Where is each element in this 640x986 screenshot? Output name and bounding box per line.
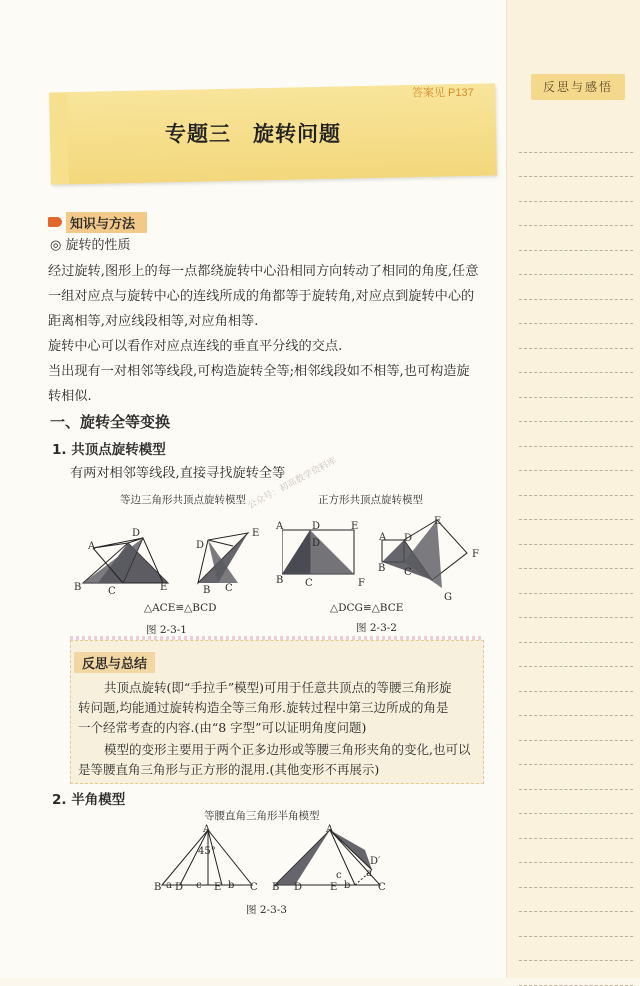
angle-label: 45° (198, 846, 216, 857)
point-label: D (294, 882, 303, 893)
note-line (519, 618, 633, 643)
point-label: D (175, 882, 184, 893)
reflection-title: 反思与总结 (74, 652, 155, 673)
note-line (519, 667, 633, 692)
segment-label: a (366, 868, 372, 879)
reflection-line: 转问题,均能通过旋转构造全等三角形.旋转过程中第三边所成的角是 (78, 700, 449, 715)
point-label: B (74, 582, 82, 593)
sidebar-title: 反思与感悟 (531, 74, 625, 100)
note-line (519, 790, 633, 815)
note-line (519, 251, 633, 276)
point-label: A (203, 824, 211, 835)
point-label: E (351, 521, 359, 532)
note-line (519, 545, 633, 570)
note-line (519, 153, 633, 178)
fig2-caption: 正方形共顶点旋转模型 (318, 494, 423, 506)
note-line (519, 275, 633, 300)
note-line (519, 643, 633, 668)
point-label: E (214, 882, 222, 893)
fig1-congruence: △ACE≌△BCD (144, 602, 217, 614)
note-line (519, 324, 633, 349)
point-label: C (108, 586, 116, 597)
reflection-line: 是等腰直角三角形与正方形的混用.(其他变形不再展示) (78, 762, 380, 777)
section-tag (48, 212, 147, 232)
point-label: G (444, 592, 452, 603)
note-line (519, 128, 633, 153)
fig1-caption: 等边三角形共顶点旋转模型 (120, 494, 246, 506)
note-line (519, 202, 633, 227)
note-line (519, 496, 633, 521)
note-line (519, 863, 633, 888)
point-label: A (276, 521, 284, 532)
fig3-label: 图 2-3-3 (246, 904, 287, 916)
page-title: 专题三 旋转问题 (165, 122, 341, 146)
point-label: B (276, 575, 284, 586)
point-label: B (203, 585, 211, 596)
point-label: D′ (370, 856, 381, 867)
point-label: F (472, 549, 479, 560)
note-line (519, 741, 633, 766)
point-label: A (88, 541, 96, 552)
equilateral-model-right (198, 533, 248, 583)
point-label: E (330, 882, 338, 893)
property-line: 旋转中心可以看作对应点连线的垂直平分线的交点. (48, 339, 343, 354)
answer-reference: 答案见 P137 (412, 87, 474, 99)
reflection-line: 模型的变形主要用于两个正多边形或等腰三角形夹角的变化,也可以 (104, 742, 471, 757)
half-angle-left (162, 830, 252, 885)
note-line (519, 569, 633, 594)
segment-label: b (344, 880, 351, 891)
model1-description: 有两对相邻等线段,直接寻找旋转全等 (70, 466, 286, 481)
note-line (519, 692, 633, 717)
section-tag-label: 知识与方法 (66, 212, 147, 233)
point-label: D (196, 540, 205, 551)
note-line (519, 226, 633, 251)
model1-heading: 1. 共顶点旋转模型 (52, 442, 166, 458)
point-label: E (434, 516, 442, 527)
point-label: A (379, 532, 387, 543)
note-line (519, 373, 633, 398)
half-angle-right (275, 830, 380, 885)
point-label: C (250, 882, 258, 893)
figure-2-3-1 (68, 518, 268, 600)
reflection-line: 共顶点旋转(即“手拉手”模型)可用于任意共顶点的等腰三角形旋 (104, 680, 452, 695)
point-label: C (378, 882, 386, 893)
note-line (519, 594, 633, 619)
note-line (519, 961, 633, 986)
square-model-right (382, 520, 467, 588)
note-line (519, 716, 633, 741)
note-line (519, 765, 633, 790)
segment-label: c (336, 870, 342, 881)
note-line (519, 937, 633, 962)
note-line (519, 300, 633, 325)
point-label: E (252, 528, 260, 539)
note-line (519, 520, 633, 545)
square-model-left (282, 530, 354, 574)
equilateral-model-left (83, 538, 168, 583)
property-line: 经过旋转,图形上的每一点都绕旋转中心沿相同方向转动了相同的角度,任意 (48, 264, 479, 279)
note-line (519, 398, 633, 423)
point-label: D (312, 538, 321, 549)
fig1-label: 图 2-3-1 (146, 624, 187, 636)
note-line (519, 839, 633, 864)
point-label: C (225, 583, 233, 594)
segment-label: a (166, 880, 172, 891)
note-line (519, 471, 633, 496)
note-line (519, 422, 633, 447)
segment-label: c (196, 880, 202, 891)
sidebar-note-lines (519, 128, 633, 986)
point-label: C (305, 578, 313, 589)
property-line: 当出现有一对相邻等线段,可构造旋转全等;相邻线段如不相等,也可构造旋 (48, 364, 470, 379)
note-line (519, 177, 633, 202)
model2-heading: 2. 半角模型 (52, 792, 126, 808)
reflection-line: 一个经常考查的内容.(由“8 字型”可以证明角度问题) (78, 720, 367, 735)
note-line (519, 814, 633, 839)
point-label: B (154, 882, 162, 893)
point-label: A (326, 824, 334, 835)
arrow-icon (48, 217, 62, 227)
segment-label: b (228, 880, 235, 891)
fig3-caption: 等腰直角三角形半角模型 (204, 810, 320, 822)
point-label: D (312, 521, 321, 532)
watermark: 公众号：初高数学资料库 (246, 455, 339, 512)
fig2-label: 图 2-3-2 (356, 622, 397, 634)
property-line: 距离相等,对应线段相等,对应角相等. (48, 314, 259, 329)
note-line (519, 888, 633, 913)
point-label: B (272, 882, 280, 893)
note-line (519, 912, 633, 937)
point-label: D (132, 528, 141, 539)
property-line: 一组对应点与旋转中心的连线所成的角都等于旋转角,对应点到旋转中心的 (48, 289, 475, 304)
note-line (519, 447, 633, 472)
note-line (519, 349, 633, 374)
properties-heading: ◎ 旋转的性质 (50, 238, 131, 253)
part1-heading: 一、旋转全等变换 (50, 413, 171, 431)
figure-2-3-3 (150, 820, 390, 898)
point-label: C (404, 567, 412, 578)
point-label: F (358, 578, 365, 589)
fig2-congruence: △DCG≌△BCE (330, 602, 404, 614)
point-label: E (160, 582, 168, 593)
point-label: B (378, 563, 386, 574)
reflection-sidebar (506, 0, 640, 978)
property-line: 转相似. (48, 389, 92, 404)
point-label: D (404, 533, 413, 544)
